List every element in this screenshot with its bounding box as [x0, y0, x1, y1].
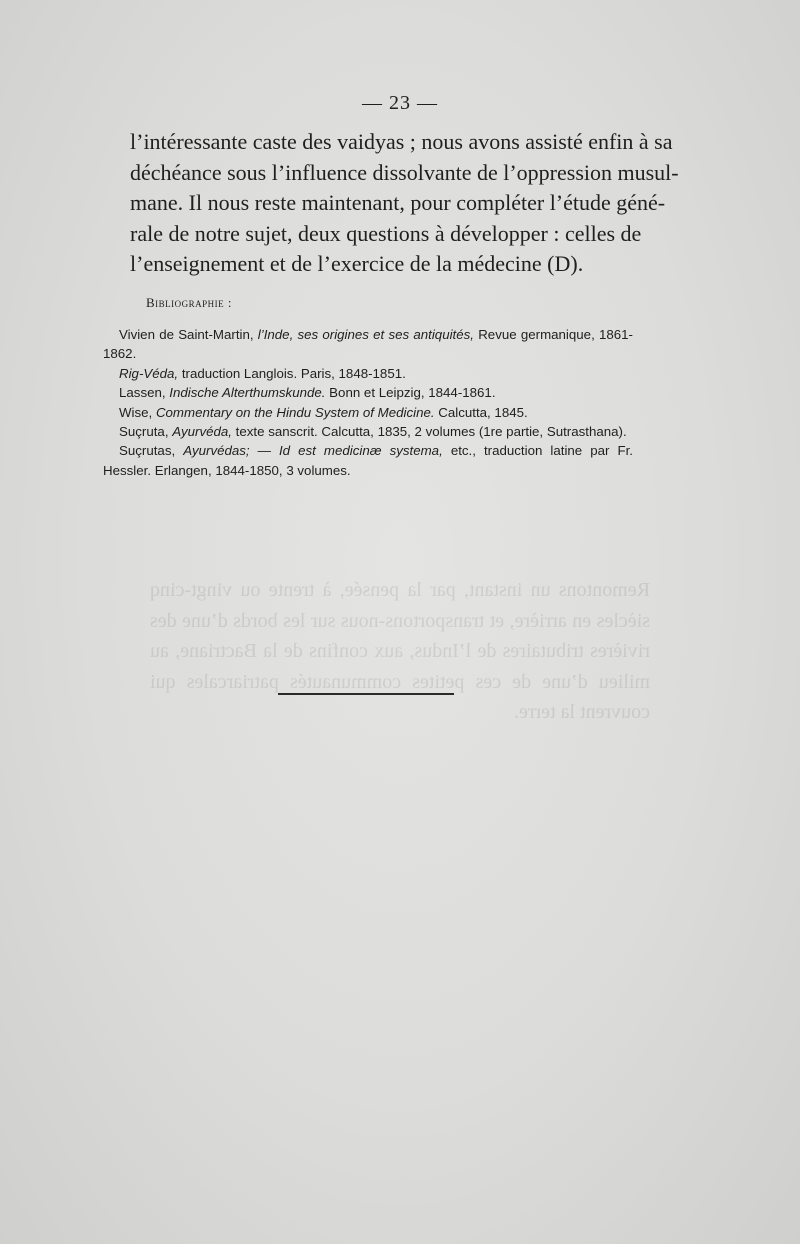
entry-author: Wise, — [119, 404, 156, 420]
entry-title: Commentary on the Hindu System of Medicine. — [155, 404, 435, 420]
entry-details: etc., traduction latine par Fr. Hessler. Erlangen, 1844-1850, 3 volumes. — [103, 443, 634, 478]
entry-details: Bonn et Leipzig, 1844-1861. — [325, 385, 496, 401]
entry-details: texte sanscrit. Calcutta, 1835, 2 volumes (1re partie, Sutrasthana). — [231, 424, 627, 440]
body-line: l’intéressante caste des vaidyas ; nous avons assisté enfin à sa — [130, 129, 673, 154]
entry-title: Rig-Véda, — [119, 365, 179, 381]
entry-author: Lassen, — [119, 385, 170, 401]
bibliography-entry — [103, 325, 633, 364]
entry-details: Revue germanique, 1861-1862. — [103, 327, 633, 362]
entry-author: Suçruta, — [119, 424, 173, 440]
entry-details: Calcutta, 1845. — [434, 404, 528, 420]
entry-title: Ayurvédas; — Id est medicinæ systema, — [183, 443, 443, 459]
page-number: — 23 — — [362, 92, 438, 114]
bibliography-entry — [103, 403, 633, 422]
entry-title: l’Inde, ses origines et ses antiquités, — [257, 327, 474, 342]
bibliography-entry — [103, 364, 633, 383]
bibliography-heading: Bibliographie : — [146, 295, 233, 310]
entry-title: Ayurvéda, — [172, 424, 232, 440]
bibliography-entry — [103, 422, 633, 441]
bleed-through-text: Remontons un instant, par la pensée, à trente ou vingt-cinq siècles en arrière, et transportons-nous sur les bords d’une des rivières tributaires de l’Indus, aux confins de la Bactriane, au milieu d’une de ces petites communautés patriarcales qui couvrent la terre. — [150, 579, 650, 723]
entry-details: traduction Langlois. Paris, 1848-1851. — [178, 365, 406, 381]
body-line: l’enseignement et de l’exercice de la médecine (D). — [130, 251, 584, 276]
entry-author: Vivien de Saint-Martin, — [119, 327, 258, 342]
bibliography-entry — [103, 441, 633, 480]
body-line: mane. Il nous reste maintenant, pour compléter l’étude géné- — [130, 190, 666, 215]
body-line: rale de notre sujet, deux questions à développer : celles de — [130, 220, 642, 246]
body-paragraph — [130, 127, 679, 280]
body-line: déchéance sous l’influence dissolvante de l’oppression musul- — [130, 159, 679, 185]
entry-author: Suçrutas, — [119, 443, 184, 459]
entry-title: Indische Alterthumskunde. — [169, 385, 326, 401]
bibliography-entry — [103, 383, 633, 402]
bibliography-list — [103, 325, 633, 480]
section-divider-rule — [278, 693, 454, 695]
